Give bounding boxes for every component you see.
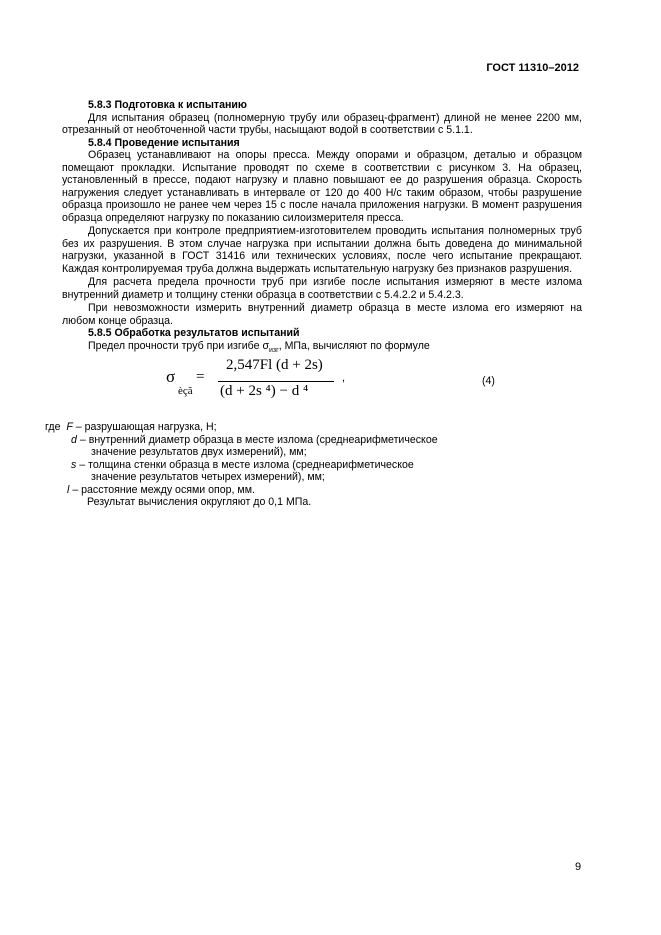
section-heading-5-8-3: 5.8.3 Подготовка к испытанию xyxy=(88,99,247,111)
definition-d-symbol: d xyxy=(71,433,77,446)
definition-s-text: – толщина стенки образца в месте излома (среднеарифметическое xyxy=(79,458,414,471)
formula-sigma: σ xyxy=(166,367,176,387)
section-heading-5-8-5: 5.8.5 Обработка результатов испытаний xyxy=(88,327,300,339)
paragraph-5-8-4-1: Образец устанавливают на опоры пресса. Между опорами и образцом, деталью и образцом помещают прокладки. Испытание проводят по схеме в соответствии с рисунком 3. На образец, установленный в прессе, подают нагрузку и плавно повышают ее до разрушения образца. Скорость нагружения следует устанавливать в интервале от 120 до 400 Н/с таким образом, чтобы разрушение образца произошло не ранее чем через 15 с после начала приложения нагрузки. В момент разрушения образца определяют нагрузку по показанию силоизмерителя пресса. xyxy=(62,149,582,224)
paragraph-5-8-4-2: Допускается при контроле предприятием-изготовителем проводить испытания полномерных труб без их разрушения. В этом случае нагрузка при испытании должна быть доведена до минимальной нагрузки, указанной в ГОСТ 31416 или технических условиях, после чего испытание прекращают. Каждая контролируемая труба должна выдержать испытательную нагрузку без признаков разрушения. xyxy=(62,225,582,275)
definition-s-symbol: s xyxy=(71,458,77,471)
definition-F-text: – разрушающая нагрузка, Н; xyxy=(75,421,217,433)
formula-intro-text: Предел прочности труб при изгибе σ xyxy=(88,339,269,352)
definition-l-symbol: l xyxy=(67,483,70,496)
definition-s xyxy=(45,459,585,472)
variable-definitions xyxy=(45,421,585,509)
paragraph-5-8-3: Для испытания образец (полномерную трубу или образец-фрагмент) длиной не менее 2200 мм, отрезанный от необточенной части трубы, насыщают водой в соответствии с 5.1.1. xyxy=(62,111,582,136)
definition-d-cont: значение результатов двух измерений), мм; xyxy=(91,446,307,458)
formula-equals: = xyxy=(196,369,205,386)
page-number: 9 xyxy=(575,861,582,873)
paragraph-5-8-4-4: При невозможности измерить внутренний диаметр образца в месте излома его измеряют на любом конце образца. xyxy=(62,302,582,327)
definition-F-lead: где xyxy=(45,421,61,433)
definition-s-cont: значение результатов четырех измерений), мм; xyxy=(91,471,325,483)
formula-denominator: (d + 2s ⁴) − d ⁴ xyxy=(220,383,309,400)
definition-l-text: – расстояние между осями опор, мм. xyxy=(72,483,255,496)
section-heading-5-8-4: 5.8.4 Проведение испытания xyxy=(88,136,240,149)
formula-number: (4) xyxy=(482,375,495,388)
definition-d xyxy=(45,434,585,447)
definition-d-text: – внутренний диаметр образца в месте излома (среднеарифметическое xyxy=(79,433,438,446)
formula-intro xyxy=(62,340,582,358)
formula-intro-subscript: изг xyxy=(269,346,279,354)
formula-sigma-subscript: èçã xyxy=(178,385,193,398)
definition-F-symbol: F xyxy=(66,421,73,433)
formula-comma: , xyxy=(342,372,346,385)
result-rounding-note: Результат вычисления округляют до 0,1 МПа. xyxy=(87,496,312,508)
formula-intro-end: , МПа, вычисляют по формуле xyxy=(278,339,430,352)
definition-F xyxy=(45,421,585,434)
formula-4 xyxy=(62,359,582,411)
formula-fraction-line xyxy=(218,381,334,382)
document-body xyxy=(62,99,582,413)
definition-l xyxy=(45,484,585,497)
formula-numerator: 2,547Fl (d + 2s) xyxy=(226,357,323,374)
document-header-id: ГОСТ 11310–2012 xyxy=(486,62,579,74)
paragraph-5-8-4-3: Для расчета предела прочности труб при изгибе после испытания измеряют в месте излома внутренний диаметр и толщину стенки образца в соответствии с 5.4.2.2 и 5.4.2.3. xyxy=(62,276,582,301)
